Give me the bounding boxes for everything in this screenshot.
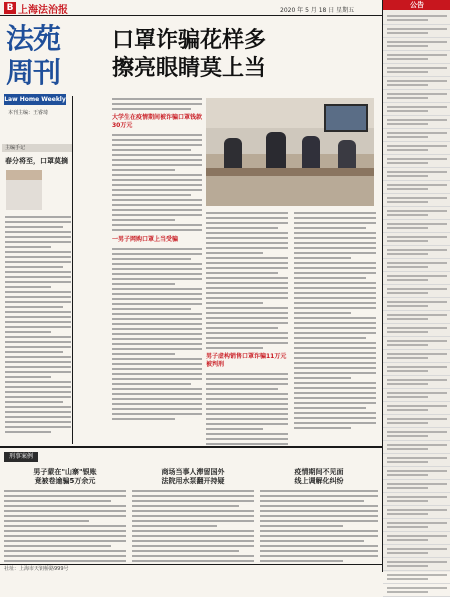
notice-item xyxy=(383,181,450,194)
notice-item xyxy=(383,285,450,298)
article-column-1 xyxy=(112,98,202,444)
notice-item xyxy=(383,142,450,155)
notice-item xyxy=(383,376,450,389)
notice-item xyxy=(383,246,450,259)
notice-item xyxy=(383,428,450,441)
notice-item xyxy=(383,467,450,480)
bottom-article-3 xyxy=(260,468,378,564)
notice-item xyxy=(383,415,450,428)
masthead xyxy=(2,20,68,132)
bottom-article-3-title-2: 线上调解化纠纷 xyxy=(294,477,344,485)
headline-line-1: 口罩诈骗花样多 xyxy=(112,27,267,53)
notice-item xyxy=(383,545,450,558)
notice-sidebar xyxy=(382,0,450,572)
main-headline xyxy=(112,26,372,86)
notice-item xyxy=(383,350,450,363)
article-column-3 xyxy=(294,212,376,444)
subheading-2: 一男子网购口罩上当受骗 xyxy=(112,236,179,243)
notice-item xyxy=(383,298,450,311)
newspaper-name: 上海法治报 xyxy=(18,5,68,16)
masthead-subtitle: Law Home Weekly xyxy=(4,96,66,103)
notice-item xyxy=(383,532,450,545)
court-photo xyxy=(206,98,374,206)
bottom-article-1 xyxy=(4,468,126,564)
notice-item xyxy=(383,233,450,246)
notice-sidebar-header: 公告 xyxy=(383,0,450,10)
headline-line-2: 擦亮眼睛莫上当 xyxy=(112,55,267,81)
notice-item xyxy=(383,194,450,207)
bottom-section-label: 刑事案例 xyxy=(4,452,38,462)
masthead-title-2: 周刊 xyxy=(6,56,61,89)
footer-text: 社址：上海市天钥桥路999号 xyxy=(4,566,69,572)
notice-item xyxy=(383,12,450,25)
notice-item xyxy=(383,103,450,116)
notice-item xyxy=(383,311,450,324)
issue-date: 2020 年 5 月 18 日 星期五 xyxy=(280,7,355,14)
notice-item xyxy=(383,38,450,51)
host-column-label: 主编手记 xyxy=(2,144,72,152)
notice-item xyxy=(383,441,450,454)
notice-item xyxy=(383,506,450,519)
notice-item xyxy=(383,77,450,90)
notice-item xyxy=(383,584,450,597)
notice-item xyxy=(383,259,450,272)
notice-item xyxy=(383,324,450,337)
notice-item xyxy=(383,389,450,402)
notice-list xyxy=(383,12,450,562)
bottom-article-1-title-2: 竟被卷逾骗5万余元 xyxy=(34,477,96,485)
notice-item xyxy=(383,363,450,376)
notice-item xyxy=(383,402,450,415)
notice-item xyxy=(383,493,450,506)
notice-item xyxy=(383,129,450,142)
notice-item xyxy=(383,207,450,220)
masthead-title-1: 法苑 xyxy=(6,22,61,55)
host-column-title: 春分将至，口罩莫摘 xyxy=(5,157,68,165)
newspaper-logo: B xyxy=(4,2,16,14)
notice-item xyxy=(383,480,450,493)
notice-item xyxy=(383,90,450,103)
notice-item xyxy=(383,454,450,467)
notice-item xyxy=(383,220,450,233)
notice-item xyxy=(383,116,450,129)
notice-item xyxy=(383,64,450,77)
host-column-body xyxy=(5,216,71,441)
bottom-article-2-title-2: 法院用水泵翻开持疑 xyxy=(161,477,225,485)
host-column xyxy=(2,144,72,444)
notice-item xyxy=(383,558,450,571)
notice-item xyxy=(383,571,450,584)
footer xyxy=(0,564,382,572)
notice-item xyxy=(383,337,450,350)
host-avatar xyxy=(6,170,42,210)
bottom-article-1-title-1: 男子蒙在"山寨"银账 xyxy=(33,468,97,476)
masthead-editor: 本刊主编：王睿琦 xyxy=(8,110,49,116)
bottom-article-2-title-1: 商场当事人滞留国外 xyxy=(161,468,225,476)
notice-item xyxy=(383,155,450,168)
bottom-article-3-title-1: 疫情期间不见面 xyxy=(294,468,344,476)
notice-item xyxy=(383,272,450,285)
notice-item xyxy=(383,519,450,532)
notice-item xyxy=(383,168,450,181)
notice-item xyxy=(383,25,450,38)
subheading-3: 男子虚构销售口罩诈骗11万元被判刑 xyxy=(206,353,287,368)
notice-item xyxy=(383,51,450,64)
bottom-article-2 xyxy=(132,468,254,564)
article-column-2 xyxy=(206,212,288,444)
subheading-1: 大学生在疫情期间被诈骗口罩钱款30万元 xyxy=(112,114,203,129)
